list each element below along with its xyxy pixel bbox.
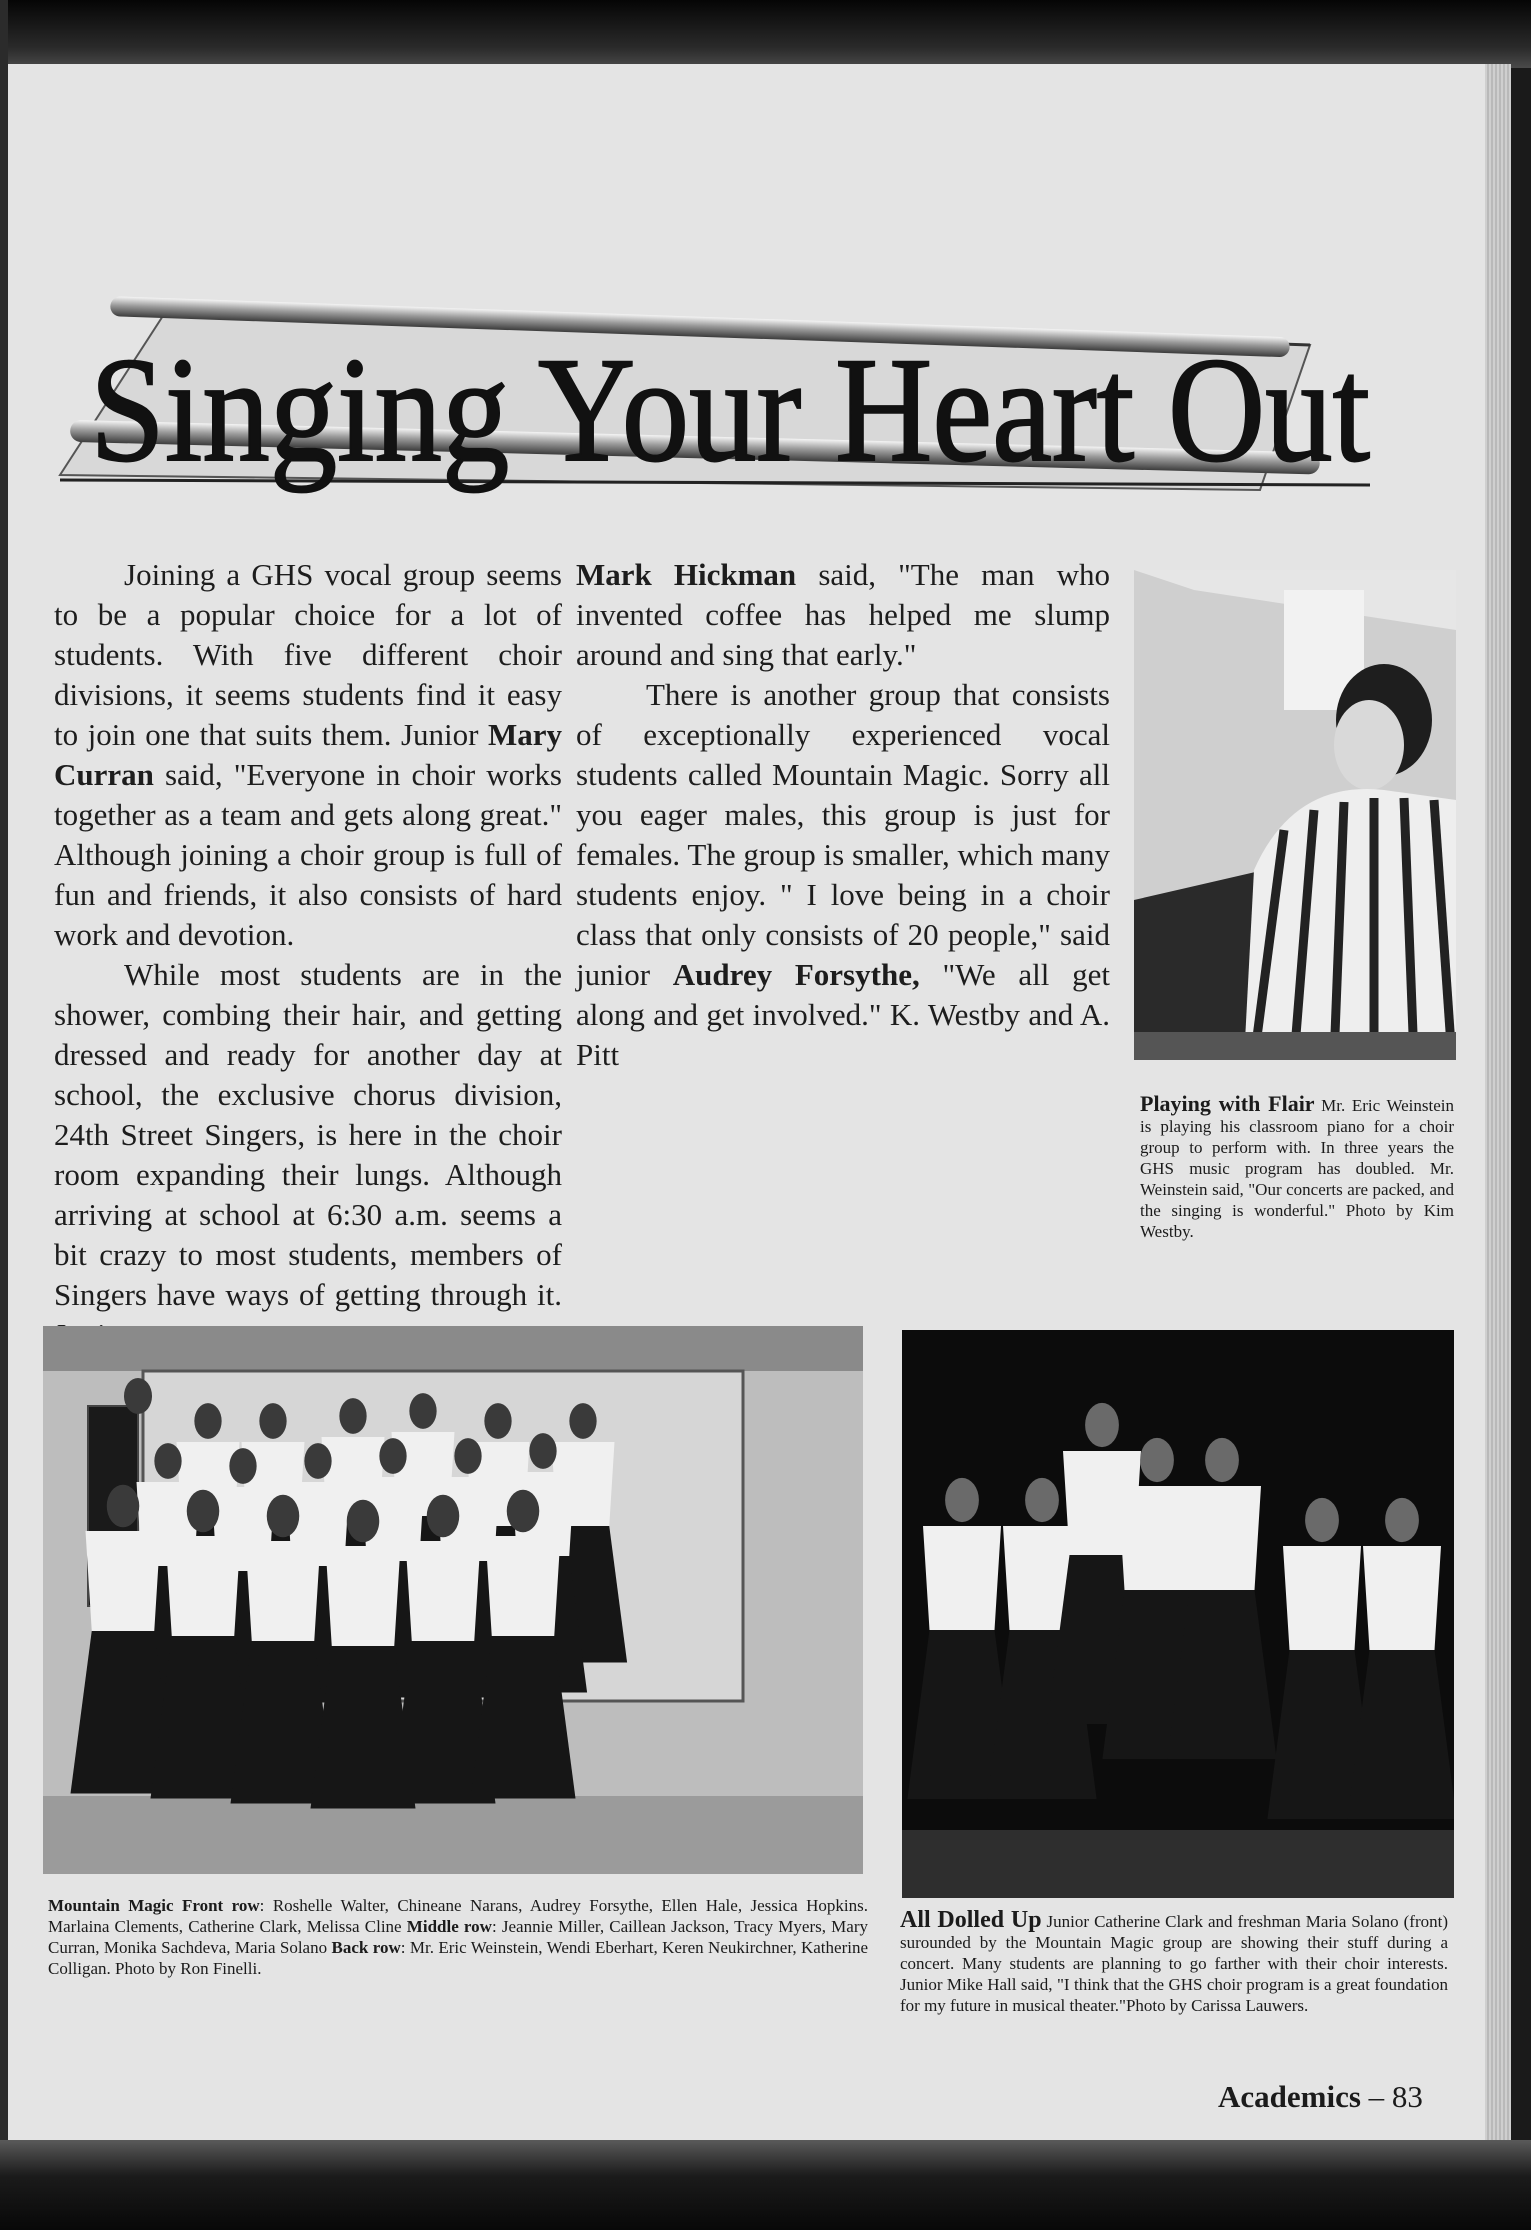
article-column-1 xyxy=(54,555,562,1355)
scan-left-border xyxy=(0,0,8,2230)
student-name: Mary Curran xyxy=(54,717,562,792)
student-name: Mark Hickman xyxy=(576,557,797,592)
article-paragraph-1: Joining a GHS vocal group seems to be a popular choice for a lot of students. With five different choir divisions, it seems students find it easy to join one that suits them. Junior Mary Curran said, "Everyone in choir works together as a team and gets along great." Although joining a choir group is full of fun and friends, it also consists of hard work and devotion. xyxy=(54,557,562,952)
section-name: Academics xyxy=(1218,2079,1361,2114)
page-folio xyxy=(1218,2079,1423,2115)
caption-heading: Playing with Flair xyxy=(1140,1091,1315,1116)
caption-mountain-magic: Mountain Magic Front row: Roshelle Walter, Chineane Narans, Audrey Forsythe, Ellen Hale, Jessica Hopkins. Marlaina Clements, Catherine Clark, Melissa Cline Middle row: Jeannie Miller, Caillean Jackson, Tracy Myers, Mary Curran, Monika Sachdeva, Maria Solano Back row: Mr. Eric Weinstein, Wendi Eberhart, Keren Neukirchner, Katherine Colligan. Photo by Ron Finelli. xyxy=(48,1896,869,1978)
photo-mountain-magic-group xyxy=(43,1326,863,1874)
title-artwork xyxy=(50,285,1380,495)
article-paragraph-3: There is another group that consists of exceptionally experienced vocal students called Mountain Magic. Sorry all you eager males, this group is just for females. The group is smaller, which many students enjoy. " I love being in a choir class that only consists of 20 people," said junior Audrey Forsythe, "We all get along and get involved." K. Westby and A. Pitt xyxy=(576,677,1110,1072)
page-number: – 83 xyxy=(1360,2079,1423,2114)
scan-bottom-border xyxy=(0,2140,1531,2230)
scan-top-border xyxy=(0,0,1531,68)
article-column-2 xyxy=(576,555,1110,1075)
page-title: Singing Your Heart Out xyxy=(90,327,1370,493)
article-paragraph-2: While most students are in the shower, combing their hair, and getting dressed and ready for another day at school, the exclusive chorus division, 24th Street Singers, is here in the choir room expanding their lungs. Although arriving at school at 6:30 a.m. seems a bit crazy to most students, members of Singers have ways of getting through it. xyxy=(54,957,562,1312)
caption-heading: Mountain Magic xyxy=(48,1896,174,1915)
page-edge-stack xyxy=(1485,64,1511,2150)
caption-heading: All Dolled Up xyxy=(900,1907,1042,1933)
article-paragraph-2-continued: Mark Hickman said, "The man who invented coffee has helped me slump around and sing that early." xyxy=(576,557,1110,672)
student-name: Audrey Forsythe, xyxy=(672,957,920,992)
caption-all-dolled-up: All Dolled Up Junior Catherine Clark and freshman Maria Solano (front) surounded by the Mountain Magic group are showing their stuff during a concert. Many students are planning to go farther with their choir interests. Junior Mike Hall said, "I think that the GHS choir program is a great foundation for my future in musical theater."Photo by Carissa Lauwers. xyxy=(900,1907,1448,2015)
photo-piano-teacher xyxy=(1134,570,1456,1060)
caption-playing-with-flair: Playing with Flair Mr. Eric Weinstein is playing his classroom piano for a choir group to perform with. In three years the GHS music program has doubled. Mr. Weinstein said, "Our concerts are packed, and the singing is wonderful." Photo by Kim Westby. xyxy=(1140,1091,1455,1241)
photo-concert-stage xyxy=(902,1330,1454,1898)
